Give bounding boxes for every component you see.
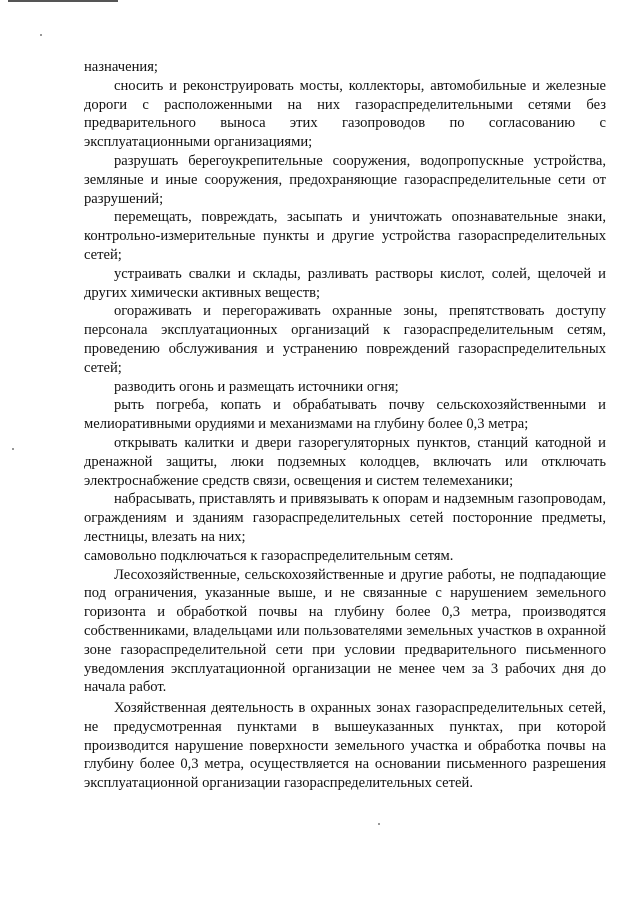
document-body (84, 58, 606, 793)
paragraph-10: набрасывать, приставлять и привязывать к опорам и надземным газопроводам, ограждениям и зданиям газораспределительных сетей посторонние предметы, лестницы, влезать на них; (84, 491, 606, 545)
paragraph-9: открывать калитки и двери газорегуляторных пунктов, станций катодной и дренажной защиты, люки подземных колодцев, включать или отключать электроснабжение средств связи, освещения и систем телемеханики; (84, 434, 606, 489)
paragraph-13: Хозяйственная деятельность в охранных зонах газораспределительных сетей, не предусмотренная пунктами в вышеуказанных пунктах, при которой производится нарушение поверхности земельного участка и обработка почвы на глубину более 0,3 метра, осуществляется на основании письменного разрешения эксплуатационной организации газораспределительных сетей. (84, 700, 606, 792)
paragraph-7: разводить огонь и размещать источники огня; (114, 378, 399, 395)
paragraph-4: перемещать, повреждать, засыпать и уничтожать опознавательные знаки, контрольно-измерительные пункты и другие устройства газораспределительных сетей; (84, 209, 606, 263)
paragraph-3: разрушать берегоукрепительные сооружения, водопропускные устройства, земляные и иные сооружения, предохраняющие газораспределительные сети от разрушений; (84, 152, 606, 207)
paragraph-8: рыть погреба, копать и обрабатывать почву сельскохозяйственными и мелиоративными орудиями и механизмами на глубину более 0,3 метра; (84, 397, 606, 433)
scan-speck (40, 34, 42, 36)
paragraph-6: огораживать и перегораживать охранные зоны, препятствовать доступу персонала эксплуатационных организаций к газораспределительным сетям, проведению обслуживания и устранению повреждений газораспределительных сетей; (84, 303, 606, 376)
paragraph-12: Лесохозяйственные, сельскохозяйственные и другие работы, не подпадающие под ограничения, указанные выше, и не связанные с нарушением земельного горизонта и обработкой почвы на глубину более 0,3 метра, производятся собственниками, владельцами или пользователями земельных участков в охранной зоне газораспределительной сети при условии предварительного письменного уведомления эксплуатационной организации не менее чем за 3 рабочих дня до начала работ. (84, 566, 606, 696)
scan-edge-mark (8, 0, 118, 2)
paragraph-5: устраивать свалки и склады, разливать растворы кислот, солей, щелочей и других химически активных веществ; (84, 265, 606, 301)
scan-speck (12, 448, 14, 450)
paragraph-1: назначения; (84, 59, 158, 75)
paragraph-2: сносить и реконструировать мосты, коллекторы, автомобильные и железные дороги с расположенными на них газораспределительными сетями без предварительного выноса этих газопроводов по согласованию с эксплуатационными организациями; (84, 77, 606, 151)
scan-speck (378, 823, 380, 825)
paragraph-11: самовольно подключаться к газораспределительным сетям. (84, 547, 454, 564)
